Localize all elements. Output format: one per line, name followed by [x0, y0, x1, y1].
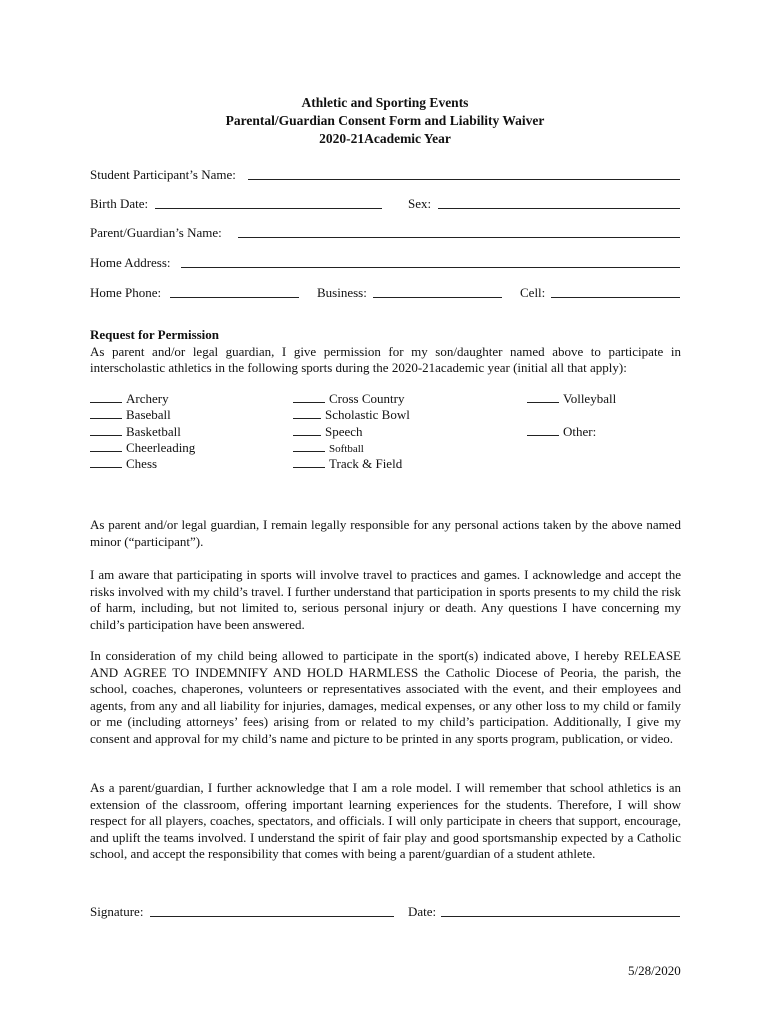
sex-label: Sex:	[408, 196, 432, 211]
initial-blank[interactable]	[293, 440, 325, 452]
home-address-field[interactable]	[181, 267, 680, 268]
home-phone-field[interactable]	[170, 297, 299, 298]
business-label: Business:	[317, 285, 367, 300]
initial-blank[interactable]	[90, 456, 122, 468]
sport-item-archery[interactable]: Archery	[90, 391, 169, 407]
permission-text: As parent and/or legal guardian, I give permission for my son/daughter named above to participate in interscholastic athletics in the following sports during the 2020-21academic year (initial all that apply):	[90, 343, 681, 375]
initial-blank[interactable]	[90, 440, 122, 452]
initial-blank[interactable]	[90, 391, 122, 403]
birth-date-field[interactable]	[155, 208, 382, 209]
sex-field[interactable]	[438, 208, 680, 209]
birth-date-label: Birth Date:	[90, 196, 149, 211]
initial-blank[interactable]	[293, 424, 321, 436]
guardian-name-field[interactable]	[238, 237, 680, 238]
form-title-line2: Parental/Guardian Consent Form and Liability Waiver	[225, 113, 545, 128]
sport-item-track-field[interactable]: Track & Field	[293, 456, 402, 472]
sport-item-cross-country[interactable]: Cross Country	[293, 391, 404, 407]
permission-heading: Request for Permission	[90, 327, 220, 342]
role-model-paragraph: As a parent/guardian, I further acknowledge that I am a role model. I will remember that school athletics is an extension of the classroom, offering important learning experiences for the students. Therefore, I will show respect for all players, coaches, spectators, and officials. I will only participate in cheers that support, encourage, and uplift the teams involved. I understand the spirit of fair play and good sportsmanship expected by a Catholic school, and accept the responsibility that comes with being a parent/guardian of a student athlete.	[90, 780, 681, 861]
form-title-line3: 2020-21Academic Year	[319, 131, 451, 146]
signature-field[interactable]	[150, 916, 394, 917]
cell-label: Cell:	[520, 285, 546, 300]
initial-blank[interactable]	[90, 407, 122, 419]
signature-label: Signature:	[90, 904, 144, 919]
form-title-line1: Athletic and Sporting Events	[301, 95, 469, 110]
initial-blank[interactable]	[293, 391, 325, 403]
student-name-field[interactable]	[248, 179, 680, 180]
sport-item-baseball[interactable]: Baseball	[90, 407, 171, 423]
home-address-label: Home Address:	[90, 255, 171, 270]
date-field[interactable]	[441, 916, 680, 917]
initial-blank[interactable]	[293, 456, 325, 468]
business-phone-field[interactable]	[373, 297, 502, 298]
initial-blank[interactable]	[527, 391, 559, 403]
sport-item-scholastic-bowl[interactable]: Scholastic Bowl	[293, 407, 410, 423]
home-phone-label: Home Phone:	[90, 285, 162, 300]
initial-blank[interactable]	[293, 407, 321, 419]
sport-item-speech[interactable]: Speech	[293, 424, 363, 440]
responsibility-paragraph: As parent and/or legal guardian, I remain legally responsible for any personal actions taken by the above named minor (“participant”).	[90, 517, 681, 549]
guardian-name-label: Parent/Guardian’s Name:	[90, 225, 222, 240]
sport-item-softball[interactable]: Softball	[293, 440, 364, 457]
date-label: Date:	[408, 904, 437, 919]
sport-item-basketball[interactable]: Basketball	[90, 424, 181, 440]
sport-item-other[interactable]: Other:	[527, 424, 596, 440]
permission-section	[90, 327, 681, 377]
cell-phone-field[interactable]	[551, 297, 680, 298]
revision-date: 5/28/2020	[628, 963, 681, 978]
sport-item-cheerleading[interactable]: Cheerleading	[90, 440, 195, 456]
sport-item-chess[interactable]: Chess	[90, 456, 157, 472]
student-name-label: Student Participant’s Name:	[90, 167, 236, 182]
release-paragraph: In consideration of my child being allowed to participate in the sport(s) indicated above, I hereby RELEASE AND AGREE TO INDEMNIFY AND HOLD HARMLESS the Catholic Diocese of Peoria, the parish, the school, coaches, chaperones, volunteers or representatives associated with the event, and their employees and agents, from any and all liability for injuries, damages, medical expenses, or any other loss to my child or family or me (including attorneys’ fees) arising from or related to my child’s participation. Additionally, I give my consent and approval for my child’s name and picture to be printed in any sports program, publication, or video.	[90, 648, 681, 746]
sport-item-volleyball[interactable]: Volleyball	[527, 391, 616, 407]
initial-blank[interactable]	[90, 424, 122, 436]
travel-risk-paragraph: I am aware that participating in sports will involve travel to practices and games. I acknowledge and accept the risks involved with my child’s travel. I further understand that participation in sports presents to my child the risk of harm, including, but not limited to, serious personal injury or death. Any questions I have concerning my child’s participation have been answered.	[90, 567, 681, 632]
initial-blank[interactable]	[527, 424, 559, 436]
